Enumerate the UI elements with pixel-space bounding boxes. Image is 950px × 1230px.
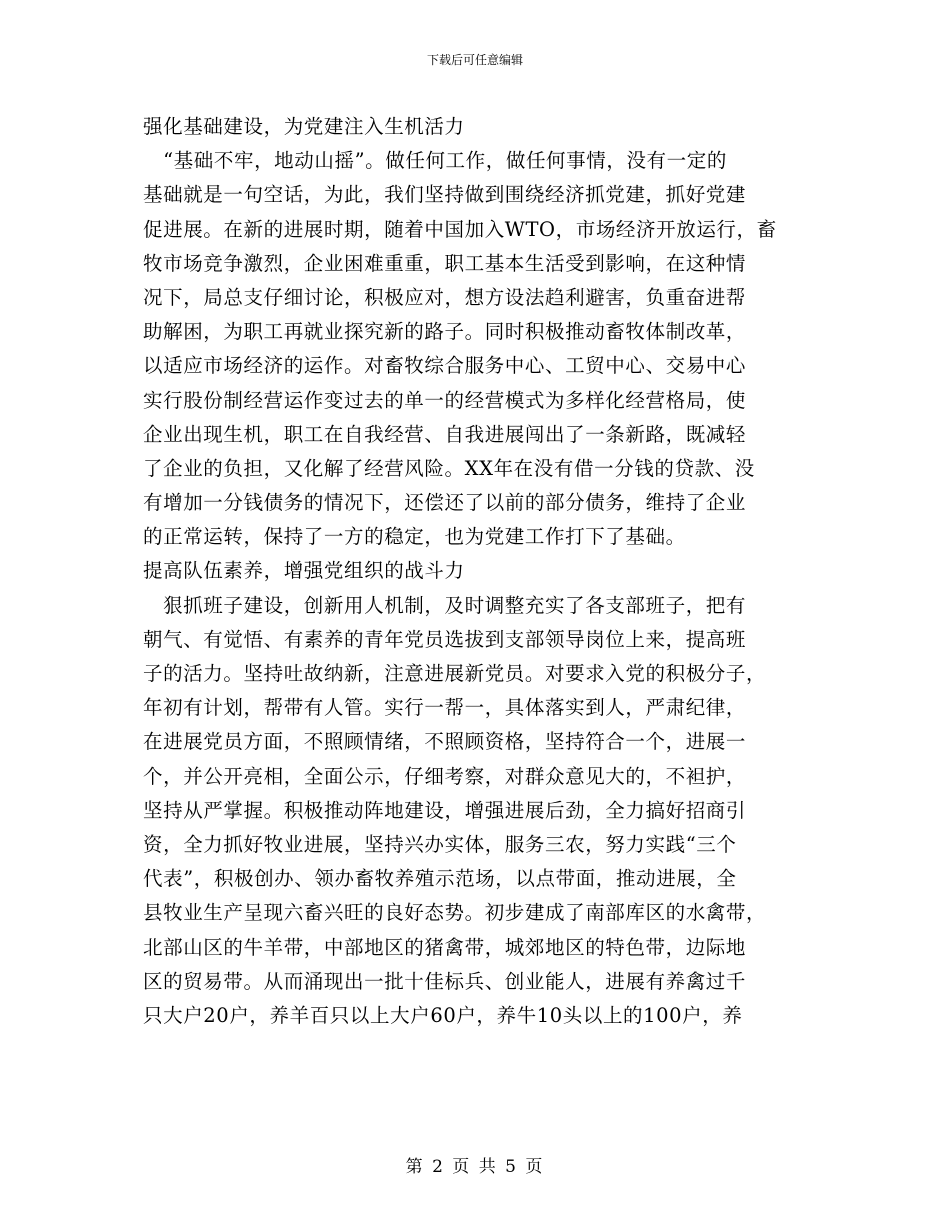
paragraph-line: 况下，局总支仔细讨论，积极应对，想方设法趋利避害，负重奋进帮	[143, 285, 747, 309]
paragraph-line: 坚持从严掌握。积极推动阵地建设，增强进展后劲，全力搞好招商引	[143, 798, 747, 822]
paragraph-line: 的正常运转，保持了一方的稳定，也为党建工作打下了基础。	[143, 525, 686, 549]
paragraph-line: 只大户20户，养羊百只以上大户60户，养牛10头以上的100户，养	[143, 1003, 743, 1027]
paragraph-line: 牧市场竞争激烈，企业困难重重，职工基本生活受到影响，在这种情	[143, 251, 747, 275]
paragraph-line: 区的贸易带。从而涌现出一批十佳标兵、创业能人，进展有养禽过千	[143, 969, 747, 993]
paragraph-line: 实行股份制经营运作变过去的单一的经营模式为多样化经营格局，使	[143, 388, 747, 412]
paragraph-line: 有增加一分钱债务的情况下，还偿还了以前的部分债务，维持了企业	[143, 491, 747, 515]
paragraph-line: 企业出现生机，职工在自我经营、自我进展闯出了一条新路，既减轻	[143, 422, 747, 446]
paragraph-line: 基础就是一句空话，为此，我们坚持做到围绕经济抓党建，抓好党建	[143, 183, 747, 207]
document-body	[143, 110, 823, 1033]
paragraph-line: 代表”，积极创办、领办畜牧养殖示范场，以点带面，推动进展，全	[143, 867, 737, 891]
paragraph-line: 年初有计划，帮带有人管。实行一帮一，具体落实到人，严肃纪律，	[143, 696, 747, 720]
paragraph-line: 朝气、有觉悟、有素养的青年党员选拔到支部领导岗位上来，提高班	[143, 627, 747, 651]
paragraph-line: 狠抓班子建设，创新用人机制，及时调整充实了各支部班子，把有	[143, 593, 747, 617]
paragraph-line: 北部山区的牛羊带，中部地区的猪禽带，城郊地区的特色带，边际地	[143, 935, 747, 959]
paragraph-line: 子的活力。坚持吐故纳新，注意进展新党员。对要求入党的积极分子，	[143, 662, 767, 685]
paragraph-line: 在进展党员方面，不照顾情绪，不照顾资格，坚持符合一个，进展一	[143, 730, 747, 754]
paragraph-line: 以适应市场经济的运作。对畜牧综合服务中心、工贸中心、交易中心	[143, 354, 747, 378]
paragraph-line: 促进展。在新的进展时期，随着中国加入WTO，市场经济开放运行，畜	[143, 217, 777, 241]
page-header-note: 下载后可任意编辑	[426, 53, 523, 67]
paragraph-line: 了企业的负担，又化解了经营风险。XX年在没有借一分钱的贷款、没	[143, 456, 755, 480]
paragraph-line: 县牧业生产呈现六畜兴旺的良好态势。初步建成了南部库区的水禽带，	[143, 901, 767, 925]
page-number-footer: 第 2 页 共 5 页	[405, 1157, 545, 1177]
paragraph-line: “基础不牢，地动山摇”。做任何工作，做任何事情，没有一定的	[143, 149, 727, 173]
paragraph-line: 助解困，为职工再就业探究新的路子。同时积极推动畜牧体制改革，	[143, 320, 747, 344]
paragraph-line: 个，并公开亮相，全面公示，仔细考察，对群众意见大的，不袒护，	[143, 764, 747, 788]
section-heading: 提高队伍素养，增强党组织的战斗力	[143, 559, 465, 583]
section-heading: 强化基础建设，为党建注入生机活力	[143, 115, 465, 138]
paragraph-line: 资，全力抓好牧业进展，坚持兴办实体，服务三农，努力实践“三个	[143, 832, 737, 856]
